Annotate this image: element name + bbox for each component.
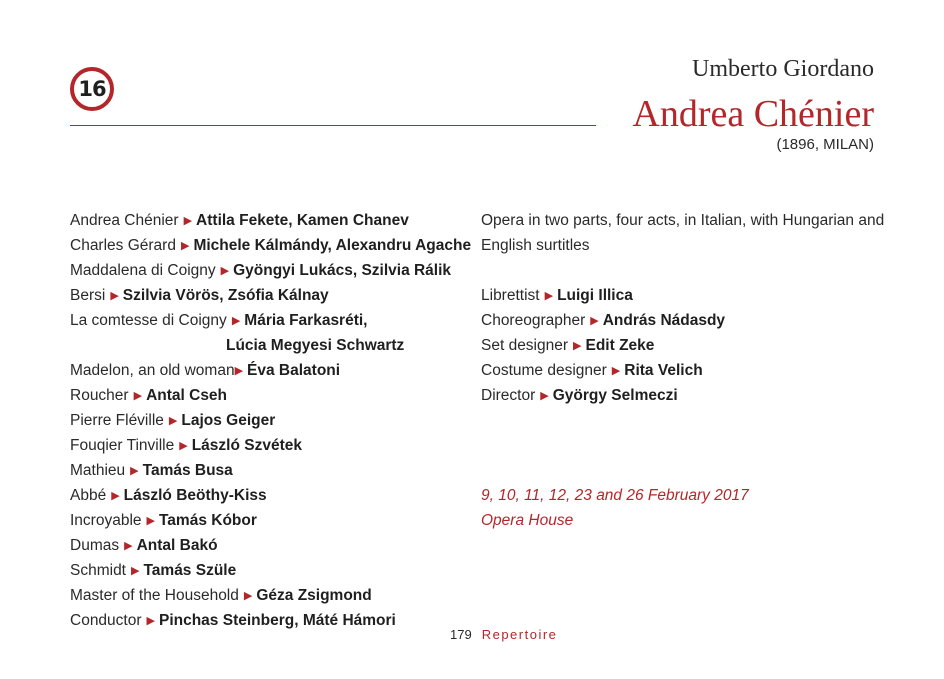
opera-title: Andrea Chénier (632, 93, 874, 135)
cast-role: Master of the Household (70, 587, 239, 604)
production-number-badge (70, 67, 114, 111)
header-rule (70, 125, 596, 126)
cast-role: Maddalena di Coigny (70, 262, 216, 279)
cast-names: Éva Balatoni (247, 362, 341, 379)
cast-row (70, 508, 471, 533)
cast-names: Tamás Kóbor (158, 512, 257, 529)
description-line: English surtitles (481, 237, 590, 254)
cast-row (70, 233, 471, 258)
arrow-icon: ▶ (611, 365, 621, 377)
cast-role: Fouqier Tinville (70, 437, 175, 454)
cast-row (70, 608, 471, 633)
cast-role: Madelon, an old woman (70, 362, 235, 379)
crew-row (481, 358, 884, 383)
cast-row (70, 558, 471, 583)
cast-row (70, 308, 471, 333)
cast-row (70, 483, 471, 508)
crew-role: Costume designer (481, 362, 607, 379)
crew-row (481, 333, 884, 358)
crew-row (481, 383, 884, 408)
cast-row (70, 358, 471, 383)
cast-row (70, 583, 471, 608)
page-footer (450, 627, 557, 642)
performance-venue: Opera House (481, 512, 574, 529)
arrow-icon: ▶ (180, 240, 190, 252)
cast-role: Incroyable (70, 512, 142, 529)
cast-names: Antal Cseh (146, 387, 228, 404)
arrow-icon: ▶ (243, 590, 253, 602)
cast-names: Michele Kálmándy, Alexandru Agache (193, 237, 472, 254)
arrow-icon: ▶ (124, 540, 133, 552)
cast-role: Andrea Chénier (70, 212, 179, 229)
page-number: 179 (450, 627, 472, 642)
cast-role: Pierre Fléville (70, 412, 164, 429)
arrow-icon: ▶ (111, 490, 120, 502)
cast-role: Conductor (70, 612, 142, 629)
arrow-icon: ▶ (540, 390, 549, 402)
crew-role: Set designer (481, 337, 569, 354)
performance-dates: 9, 10, 11, 12, 23 and 26 February 2017 (481, 487, 749, 504)
cast-names: Pinchas Steinberg, Máté Hámori (158, 612, 396, 629)
crew-role: Director (481, 387, 536, 404)
crew-role: Choreographer (481, 312, 586, 329)
arrow-icon: ▶ (133, 390, 143, 402)
crew-row (481, 283, 884, 308)
arrow-icon: ▶ (573, 340, 582, 352)
premiere-info: (1896, MILAN) (776, 136, 874, 153)
cast-names: Tamás Szüle (143, 562, 237, 579)
arrow-icon: ▶ (590, 315, 599, 327)
cast-names: Lúcia Megyesi Schwartz (226, 337, 405, 354)
cast-role: Roucher (70, 387, 129, 404)
arrow-icon: ▶ (168, 415, 178, 427)
cast-names: László Beöthy-Kiss (123, 487, 267, 504)
arrow-icon: ▶ (179, 440, 188, 452)
cast-row-continuation (70, 333, 471, 358)
cast-role: Charles Gérard (70, 237, 176, 254)
arrow-icon: ▶ (544, 290, 554, 302)
arrow-icon: ▶ (234, 365, 244, 377)
crew-names: Edit Zeke (585, 337, 655, 354)
cast-names: Antal Bakó (136, 537, 218, 554)
composer-name: Umberto Giordano (692, 56, 874, 82)
crew-names: Rita Velich (624, 362, 703, 379)
cast-role: Mathieu (70, 462, 126, 479)
arrow-icon: ▶ (220, 265, 230, 277)
arrow-icon: ▶ (146, 515, 155, 527)
cast-row (70, 433, 471, 458)
cast-names: László Szvétek (191, 437, 302, 454)
crew-role: Librettist (481, 287, 540, 304)
cast-row (70, 458, 471, 483)
arrow-icon: ▶ (231, 315, 241, 327)
cast-role: Bersi (70, 287, 106, 304)
cast-row (70, 208, 471, 233)
cast-row (70, 533, 471, 558)
cast-row (70, 383, 471, 408)
cast-row (70, 283, 471, 308)
cast-names: Gyöngyi Lukács, Szilvia Rálik (233, 262, 452, 279)
cast-role: Abbé (70, 487, 107, 504)
arrow-icon: ▶ (146, 615, 155, 627)
cast-names: Géza Zsigmond (256, 587, 372, 604)
cast-role: Schmidt (70, 562, 126, 579)
production-info (481, 208, 884, 533)
cast-list (70, 208, 471, 633)
section-name: Repertoire (481, 627, 558, 642)
cast-role: Dumas (70, 537, 120, 554)
cast-row (70, 408, 471, 433)
cast-names: Tamás Busa (142, 462, 233, 479)
description-line: Opera in two parts, four acts, in Italian, with Hungarian and (481, 212, 885, 229)
cast-role: La comtesse di Coigny (70, 312, 227, 329)
crew-names: György Selmeczi (552, 387, 678, 404)
crew-row (481, 308, 884, 333)
arrow-icon: ▶ (131, 565, 140, 577)
crew-names: Luigi Illica (557, 287, 633, 304)
cast-names: Mária Farkasréti, (244, 312, 368, 329)
arrow-icon: ▶ (130, 465, 139, 477)
arrow-icon: ▶ (110, 290, 119, 302)
cast-names: Lajos Geiger (181, 412, 276, 429)
production-number: 16 (78, 77, 106, 101)
cast-row (70, 258, 471, 283)
cast-names: Attila Fekete, Kamen Chanev (196, 212, 409, 229)
crew-names: András Nádasdy (602, 312, 726, 329)
arrow-icon: ▶ (183, 215, 193, 227)
cast-names: Szilvia Vörös, Zsófia Kálnay (122, 287, 329, 304)
